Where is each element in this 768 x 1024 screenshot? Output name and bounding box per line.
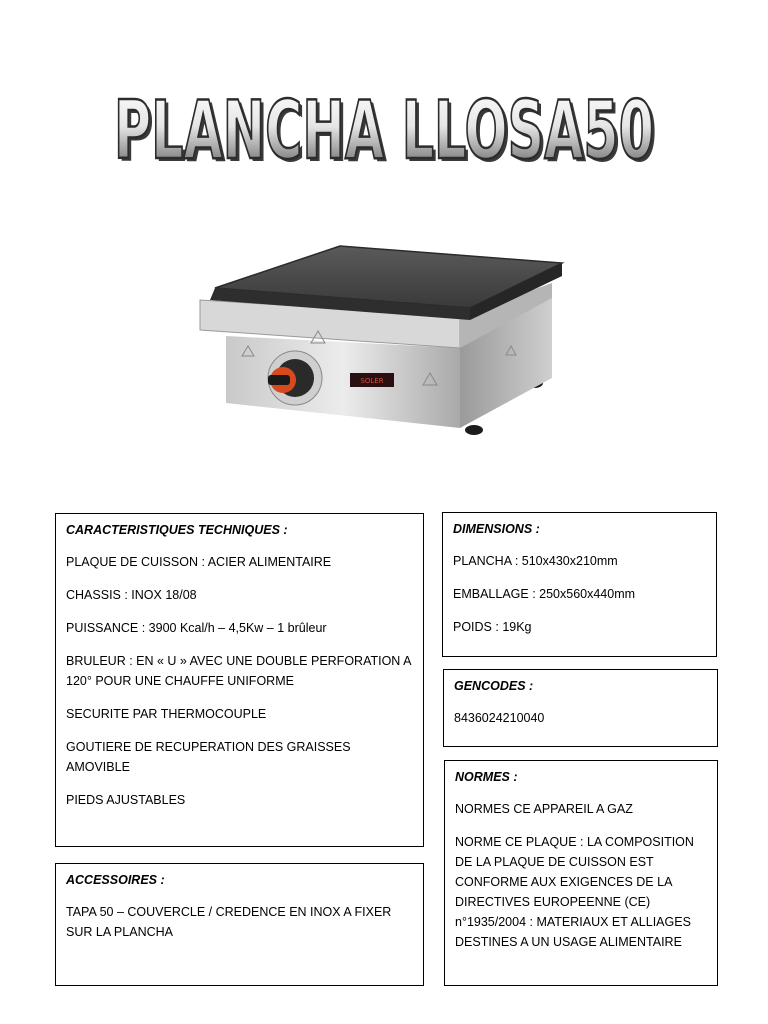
tech-spec-item: PIEDS AJUSTABLES bbox=[66, 793, 186, 807]
knob-handle bbox=[268, 375, 290, 385]
normes-heading: NORMES : bbox=[455, 770, 518, 784]
product-photo bbox=[190, 228, 580, 458]
title-wordart bbox=[0, 78, 768, 178]
dimension-item: POIDS : 19Kg bbox=[453, 620, 532, 634]
dimension-item: PLANCHA : 510x430x210mm bbox=[453, 554, 618, 568]
accessories-heading: ACCESSOIRES : bbox=[66, 873, 165, 887]
tech-specs-box bbox=[55, 513, 424, 847]
tech-spec-item: GOUTIERE DE RECUPERATION DES GRAISSES AMOVIBLE bbox=[66, 740, 351, 774]
foot bbox=[465, 425, 483, 435]
accessories-box bbox=[55, 863, 424, 986]
gencodes-heading: GENCODES : bbox=[454, 679, 534, 693]
griddle-plancha-image bbox=[190, 228, 580, 458]
title-shadow: PLANCHA LLOSA50 bbox=[117, 87, 657, 178]
gencode-value: 8436024210040 bbox=[454, 711, 545, 725]
tech-specs-heading: CARACTERISTIQUES TECHNIQUES : bbox=[66, 523, 288, 537]
page-title bbox=[0, 78, 768, 178]
accessory-item: TAPA 50 – COUVERCLE / CREDENCE EN INOX A FIXER SUR LA PLANCHA bbox=[66, 905, 392, 939]
brand-text: SOLER bbox=[360, 377, 384, 385]
title-text: PLANCHA LLOSA50 bbox=[114, 84, 654, 177]
tech-spec-item: PLAQUE DE CUISSON : ACIER ALIMENTAIRE bbox=[66, 555, 332, 569]
tech-spec-item: BRULEUR : EN « U » AVEC UNE DOUBLE PERFORATION A 120° POUR UNE CHAUFFE UNIFORME bbox=[66, 654, 411, 688]
norme-item: NORMES CE APPAREIL A GAZ bbox=[455, 802, 633, 816]
dimensions-box bbox=[442, 512, 717, 657]
tech-spec-item: SECURITE PAR THERMOCOUPLE bbox=[66, 707, 267, 721]
dimension-item: EMBALLAGE : 250x560x440mm bbox=[453, 587, 636, 601]
dimensions-heading: DIMENSIONS : bbox=[453, 522, 540, 536]
norme-item: NORME CE PLAQUE : LA COMPOSITION DE LA PLAQUE DE CUISSON EST CONFORME AUX EXIGENCES DE LA DIRECTIVES EUROPEENNE (CE) n°1935/2004 : MATERIAUX ET ALLIAGES DESTINES A UN USAGE ALIMENTAIRE bbox=[455, 835, 694, 949]
tech-spec-item: PUISSANCE : 3900 Kcal/h – 4,5Kw – 1 brûleur bbox=[66, 621, 327, 635]
normes-box bbox=[444, 760, 718, 986]
gencodes-box bbox=[443, 669, 718, 747]
tech-spec-item: CHASSIS : INOX 18/08 bbox=[66, 588, 197, 602]
